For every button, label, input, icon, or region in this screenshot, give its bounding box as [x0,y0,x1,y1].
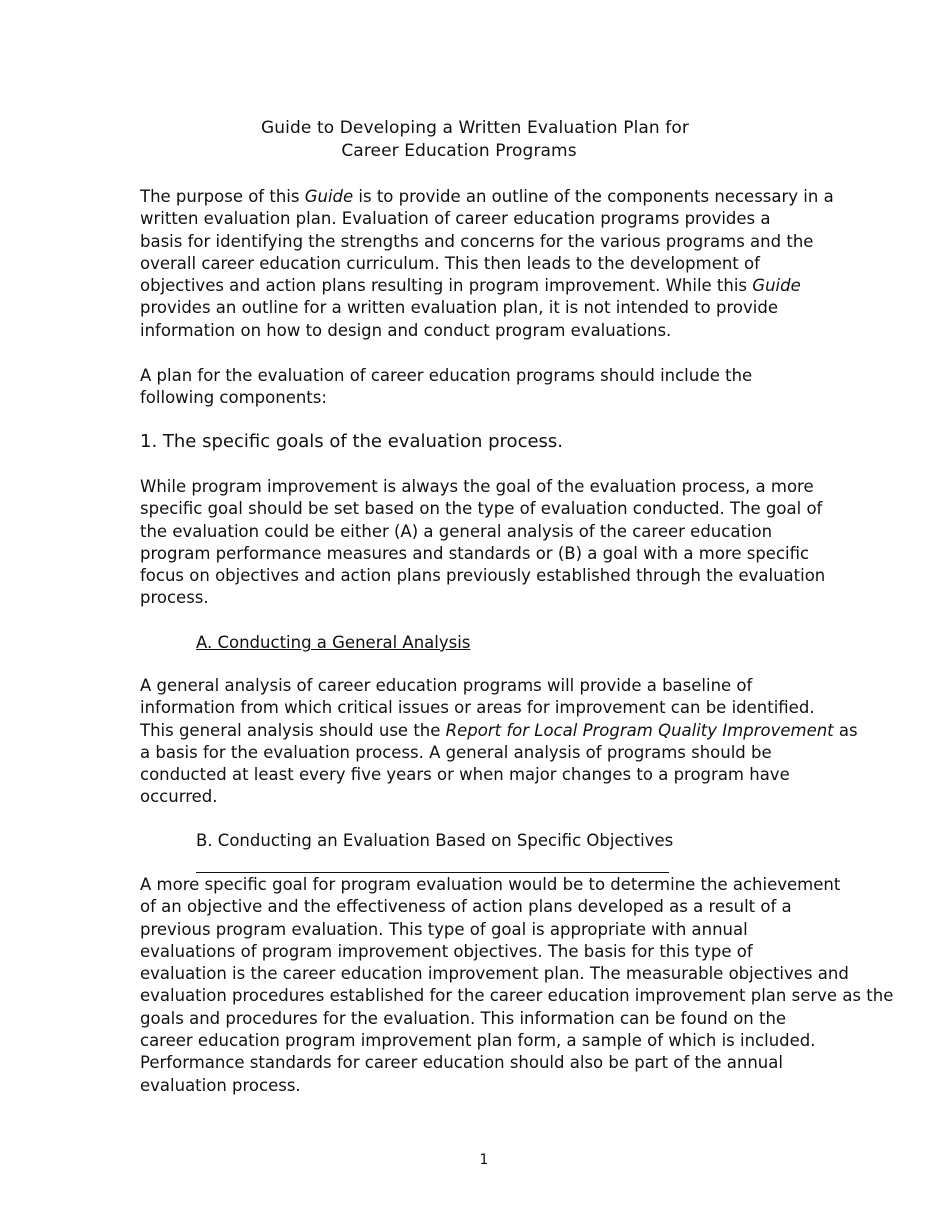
document-title-line-1: Guide to Developing a Written Evaluation Plan for [261,118,689,138]
subheading-b: B. Conducting an Evaluation Based on Specific Objectives [196,831,674,850]
document-title-line-2: Career Education Programs [341,141,577,161]
section-heading-1: 1. The specific goals of the evaluation process. [140,431,564,452]
goals-paragraph: While program improvement is always the goal of the evaluation process, a more specific goal should be set based on the type of evaluation conducted. The goal of the evaluation could be either (A) a general analysis of the career education program performance measures and standards or (B) a goal with a more specific focus on objectives and action plans previously established through the evaluation process. [140,477,826,608]
specific-objectives-paragraph: A more specific goal for program evaluation would be to determine the achievement of an objective and the effectiveness of action plans developed as a result of a previous program evaluation. This type of goal is appropriate with annual evaluations of program improvement objectives. The basis for this type of evaluation is the career education improvement plan. The measurable objectives and evaluation procedures established for the career education improvement plan serve as the goals and procedures for the evaluation. This information can be found on the career education program improvement plan form, a sample of which is included. Performance standards for career education should also be part of the annual evaluation process. [140,875,894,1095]
page-number: 1 [479,1152,489,1168]
subheading-a: A. Conducting a General Analysis [196,633,471,652]
general-analysis-paragraph: A general analysis of career education programs will provide a baseline of information from which critical issues or areas for improvement can be identified. This general analysis should use the Report for Local Program Quality Improvement as a basis for the evaluation process. A general analysis of programs should be conducted at least every five years or when major changes to a program have occurred. [140,676,858,807]
components-intro-paragraph: A plan for the evaluation of career education programs should include the following components: [140,366,753,408]
subheading-b-underline [196,872,669,873]
intro-paragraph: The purpose of this Guide is to provide an outline of the components necessary in a written evaluation plan. Evaluation of career education programs provides a basis for identifying the strengths and concerns for the various programs and the overall career education curriculum. This then leads to the development of objectives and action plans resulting in program improvement. While this Guide provides an outline for a written evaluation plan, it is not intended to provide information on how to design and conduct program evaluations. [140,187,834,340]
